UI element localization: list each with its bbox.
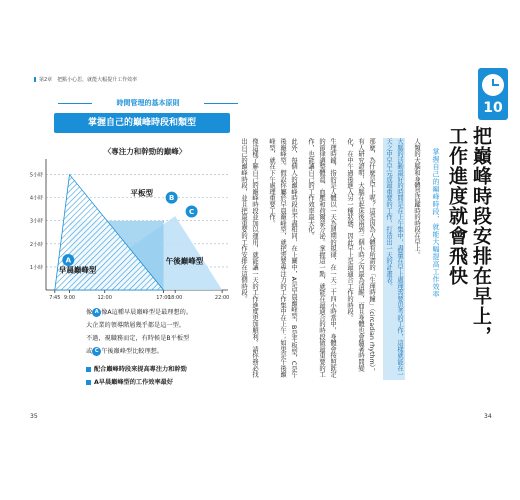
body-paragraph: 大腦的活動最好的時間是在上午集中，盡量在早上處理需要思考的工作，這樣就能在一天之中早早完成最重要的工作，打造出一天的計畫表。: [383, 138, 405, 380]
body-paragraph: 像這樣了解自己的巔峰時段並加以運用，就能讓一天的工作進度更加順利。請你務必找出自己的巔峰時段，並且把最重要的工作安排在這個時段。: [240, 138, 258, 378]
page-subtitle: 掌握自己的巔峰時段，就能大幅提高工作效率: [432, 148, 440, 298]
explanation-line: [86, 345, 226, 358]
page-number-left: 35: [30, 413, 38, 420]
series-a-badge-letter: A: [65, 256, 72, 265]
line-4-pre: 或: [86, 348, 93, 355]
clock-icon: [482, 74, 504, 96]
series-c-badge-letter: C: [189, 207, 195, 216]
badge-a: A: [92, 308, 101, 317]
header-text: 第2章 把點小心思，就能大幅提升工作效率: [39, 77, 138, 83]
title-line: 工作進度就會飛快: [446, 126, 468, 286]
section-title: 時間管理的基本原則: [116, 99, 180, 107]
y-tick-label: 3小時: [29, 218, 43, 225]
bullet-mark: [86, 367, 91, 372]
line-1-text: 像A這種早晨巔峰型是最理想的。: [101, 309, 193, 316]
y-tick-label: 4小時: [29, 195, 43, 202]
chapter-number: 10: [483, 100, 503, 116]
body-paragraph: 生理時鐘，指的是人體以一天為週期的規律，在一天二十四小時當中，身體會按照既定的節律調整體溫、血壓和荷爾蒙分泌。掌握這一點，就能在最適合的時段做最重要的工作，也能讓自己的工作效率最大化。: [307, 138, 336, 378]
bullet-item: [86, 376, 226, 389]
x-tick-label: 18:00: [167, 295, 183, 301]
x-tick-label: 22:00: [214, 295, 230, 301]
y-tick-label: 2小時: [29, 241, 43, 248]
explanation-text: [86, 306, 226, 389]
page-number-right: 34: [484, 413, 492, 420]
x-tick-label: 17:00: [156, 295, 171, 301]
x-tick-label: 9:00: [63, 295, 76, 301]
title-line: 把巔峰時段安排在早上，: [470, 126, 492, 346]
series-b-badge-letter: B: [168, 194, 175, 203]
x-tick-label: 12:00: [97, 295, 112, 301]
explanation-line: 像 A 像A這種早晨巔峰型是最理想的。: [86, 308, 193, 316]
body-paragraph: 那麼，為什麼是早上呢？這是因為人體有所謂的「生理時鐘」（circadian rhythm），有人研究證明，大腦在起床後兩到三個小時之內最為清醒，而且身體也會隨著時間變化，在中午過後進入另一種狀態，因此早上是最適合工作的時段。: [346, 138, 375, 375]
explanation-line: 不過，視職務而定，有時候是B平板型: [86, 335, 190, 342]
y-tick-label: 5小時: [29, 172, 43, 179]
series-c-label: 午後巔峰型: [165, 256, 204, 266]
bullet-text: 配合巔峰時段來提高專注力和幹勁: [94, 366, 187, 373]
series-b-label: 平板型: [130, 188, 154, 198]
y-tick-label: 1小時: [29, 264, 43, 271]
chart-title: 〈專注力和幹勁的巔峰〉: [103, 147, 187, 156]
bullet-mark: [86, 380, 91, 385]
body-paragraph: 人類的大腦和身體是活躍時的時段在早上。: [413, 138, 420, 258]
body-paragraph: 此外，每個人的巔峰時段也不盡相同，在上圖中，A是早晨巔峰型，B是平板型，C是午後巔峰型。假設你屬於早晨巔峰型，就把需要專注力的工作集中在上午；如果是午後巔峰型，就在下午處理重要工作。: [268, 138, 297, 378]
bullet-item: [86, 363, 226, 376]
badge-c: C: [92, 347, 101, 356]
topic-banner: 掌握自己的巔峰時段和類型: [54, 113, 230, 133]
explanation-line: 大企業的領導階層幾乎都是這一型。: [86, 322, 185, 329]
page-title: [445, 126, 493, 346]
line-4-text: 午後巔峰型比較理想。: [101, 348, 164, 355]
body-text: [240, 138, 422, 380]
x-tick-label: 7:45: [49, 295, 61, 301]
series-a-label: 早晨巔峰型: [58, 265, 97, 275]
bullet-text: A早晨巔峰型的工作效率最好: [94, 379, 174, 386]
